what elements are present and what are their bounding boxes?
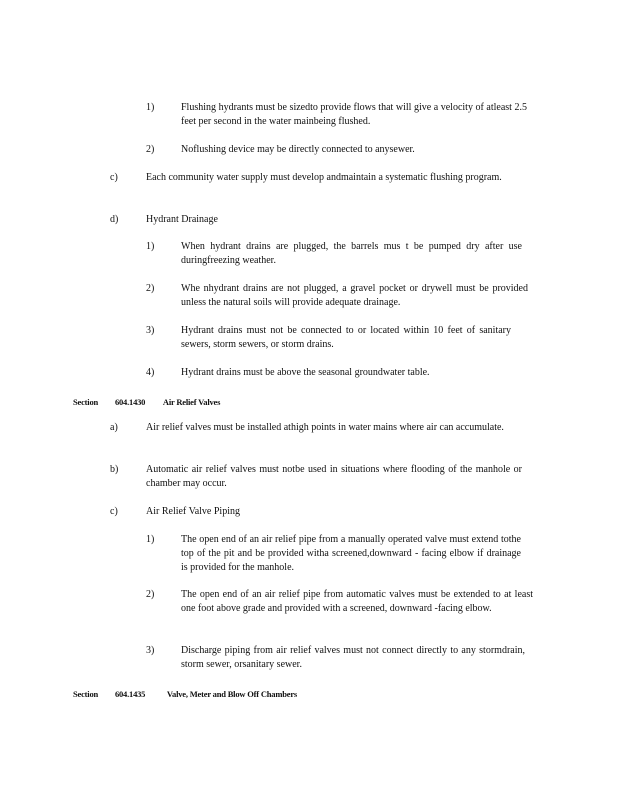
item-text: Hydrant drains must not be connected to or located within 10 feet of sanitary sewers, storm sewers, or storm drains.	[181, 325, 511, 350]
item-text: Discharge piping from air relief valves must not connect directly to any stormdrain, storm sewer, orsanitary sewer.	[181, 645, 525, 670]
item-number: d)	[110, 214, 119, 225]
item-number: c)	[110, 172, 118, 183]
section-heading	[73, 687, 297, 701]
item-text: The open end of an air relief pipe from automatic valves must be extended to at least one foot above grade and provided with a screened, downward -facing elbow.	[181, 589, 533, 614]
section-label: Section	[73, 397, 99, 407]
item-text: Whe nhydrant drains are not plugged, a gravel pocket or drywell must be provided unless the natural soils will provide adequate drainage.	[181, 283, 528, 308]
item-heading: Air Relief Valve Piping	[146, 506, 240, 517]
item-number: b)	[110, 464, 119, 475]
item-number: 1)	[146, 102, 155, 113]
item-number: 1)	[146, 534, 155, 545]
item-number: a)	[110, 422, 118, 433]
item-text: Hydrant drains must be above the seasonal groundwater table.	[181, 367, 430, 378]
item-text: Flushing hydrants must be sizedto provide flows that will give a velocity of atleast 2.5 feet per second in the water mainbeing flushed.	[181, 102, 527, 127]
section-heading	[73, 395, 220, 409]
section-label: Section	[73, 689, 99, 699]
item-text: Air relief valves must be installed athigh points in water mains where air can accumulate.	[146, 422, 504, 433]
item-number: 2)	[146, 144, 155, 155]
item-number: 1)	[146, 241, 155, 252]
section-title: Valve, Meter and Blow Off Chambers	[166, 689, 298, 699]
item-text: Noflushing device may be directly connected to anysewer.	[181, 144, 415, 155]
section-title: Air Relief Valves	[162, 397, 221, 407]
item-number: 3)	[146, 645, 155, 656]
item-number: 4)	[146, 367, 155, 378]
item-text: The open end of an air relief pipe from a manually operated valve must extend tothe top of the pit and be provided witha screened,downward - facing elbow if drainage is provided for the manhole.	[181, 534, 521, 573]
section-number: 604.1430	[114, 397, 146, 407]
item-number: 2)	[146, 283, 155, 294]
section-number: 604.1435	[114, 689, 146, 699]
item-heading: Hydrant Drainage	[146, 214, 218, 225]
item-text: Each community water supply must develop andmaintain a systematic flushing program.	[146, 172, 502, 183]
item-text: Automatic air relief valves must notbe used in situations where flooding of the manhole or chamber may occur.	[146, 464, 522, 489]
item-number: 2)	[146, 589, 155, 600]
item-number: 3)	[146, 325, 155, 336]
item-text: When hydrant drains are plugged, the barrels mus t be pumped dry after use duringfreezing weather.	[181, 241, 522, 266]
item-number: c)	[110, 506, 118, 517]
